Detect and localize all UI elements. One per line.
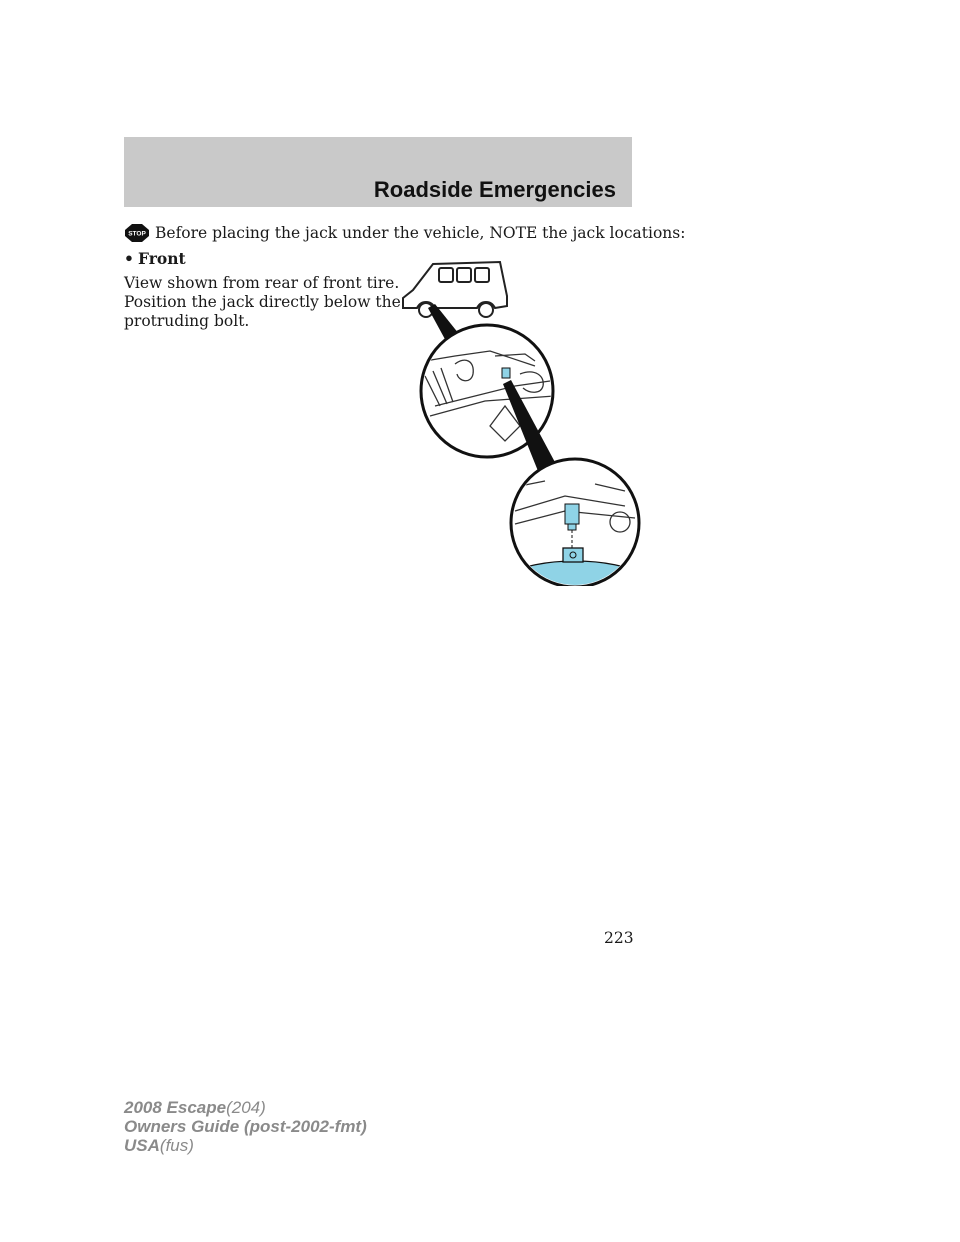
footer-model-code: (204) — [226, 1098, 266, 1117]
bullet-item-front — [124, 248, 186, 270]
vehicle-outline — [403, 262, 507, 317]
description-line: Position the jack directly below the — [124, 293, 401, 311]
bullet-label: Front — [138, 249, 186, 268]
description-line: protruding bolt. — [124, 312, 250, 330]
bullet-marker: • — [124, 249, 134, 268]
jack-location-illustration — [395, 256, 645, 586]
footer-market-code: (fus) — [159, 1136, 194, 1155]
stop-icon-label: STOP — [128, 230, 146, 238]
footer-line-1 — [124, 1098, 367, 1117]
note-text: Before placing the jack under the vehicle, NOTE the jack locations: — [155, 224, 686, 242]
footer-line-3 — [124, 1136, 367, 1155]
description-line: View shown from rear of front tire. — [124, 274, 400, 292]
section-title: Roadside Emergencies — [373, 177, 616, 202]
footer-model: 2008 Escape — [124, 1098, 227, 1117]
bolt-closeup-detail — [505, 459, 645, 586]
stop-icon — [124, 223, 150, 243]
document-footer — [124, 1098, 367, 1155]
footer-guide: Owners Guide (post-2002-fmt) — [124, 1117, 367, 1136]
jack-position-description — [124, 274, 401, 331]
header-band — [124, 137, 632, 207]
footer-market: USA — [124, 1136, 160, 1155]
page-number: 223 — [604, 929, 634, 947]
